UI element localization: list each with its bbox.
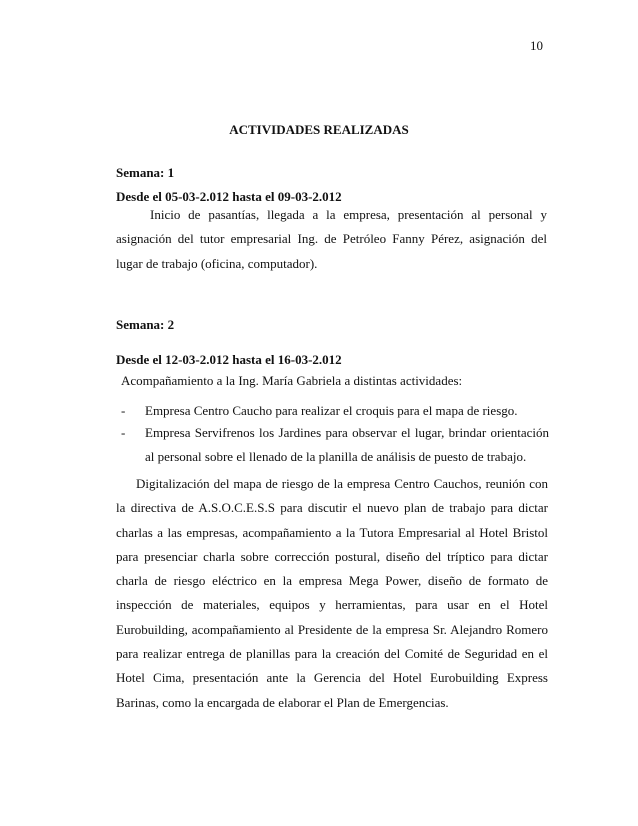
bullet-marker: - (121, 425, 126, 440)
week-1-text: Inicio de pasantías, llegada a la empresa, presentación al personal y asignación del tutor empresarial Ing. de Petróleo Fanny Pérez, asignación del lugar de trabajo (oficina, computador). (116, 207, 547, 271)
bullet-marker: - (121, 403, 126, 418)
week-2-description (116, 472, 548, 715)
week-1-label: Semana: 1 (116, 165, 175, 180)
section-title: ACTIVIDADES REALIZADAS (229, 122, 409, 137)
week-2-date-range: Desde el 12-03-2.012 hasta el 16-03-2.012 (116, 352, 342, 367)
week-2-intro: Acompañamiento a la Ing. María Gabriela a distintas actividades: (121, 373, 463, 388)
week-1-date-range: Desde el 05-03-2.012 hasta el 09-03-2.012 (116, 189, 342, 204)
bullet-item (121, 421, 549, 470)
bullet-text: Empresa Servifrenos los Jardines para observar el lugar, brindar orientación al personal sobre el llenado de la planilla de análisis de puesto de trabajo. (145, 425, 549, 465)
bullet-text: Empresa Centro Caucho para realizar el croquis para el mapa de riesgo. (145, 403, 518, 418)
week-1-description (116, 203, 547, 276)
page-number: 10 (530, 38, 543, 53)
week-2-text: Digitalización del mapa de riesgo de la empresa Centro Cauchos, reunión con la directiva de A.S.O.C.E.S.S para discutir el nuevo plan de trabajo para dictar charlas a las empresas, acompañamiento a la Tutora Empresarial al Hotel Bristol para presenciar charla sobre corrección postural, diseño del tríptico para dictar charla de riesgo eléctrico en la empresa Mega Power, diseño de formato de inspección de materiales, equipos y herramientas, para usar en el Hotel Eurobuilding, acompañamiento al Presidente de la empresa Sr. Alejandro Romero para realizar entrega de planillas para la creación del Comité de Seguridad en el Hotel Cima, presentación ante la Gerencia del Hotel Eurobuilding Express Barinas, como la encargada de elaborar el Plan de Emergencias. (116, 476, 548, 710)
week-2-label: Semana: 2 (116, 317, 175, 332)
bullet-item (121, 399, 549, 423)
